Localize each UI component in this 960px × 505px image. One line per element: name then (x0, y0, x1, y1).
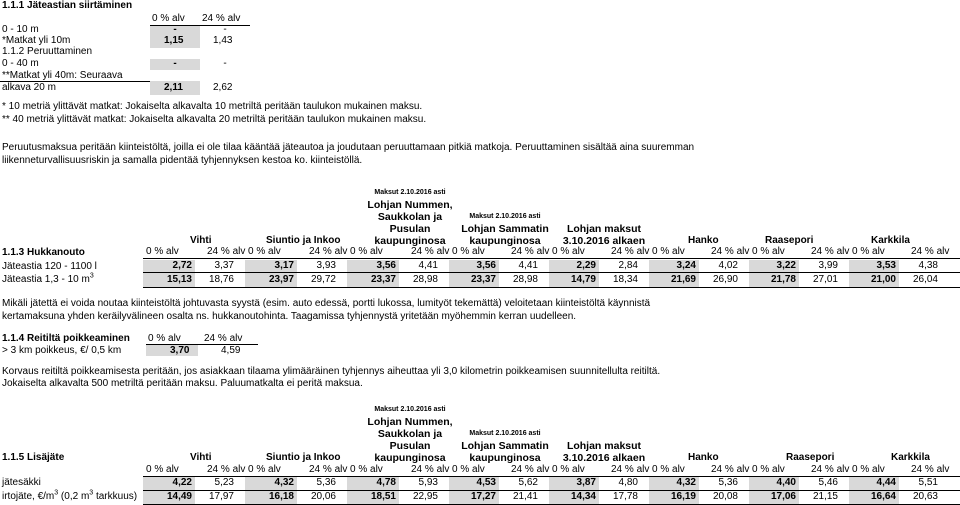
paragraph: Mikäli jätettä ei voida noutaa kiinteistöltä johtuvasta syystä (esim. auto edessä, portti lukossa, lumityöt tekemättä) veloitetaan kiinteistöltä käynnistä (2, 298, 651, 309)
value-cell: 4,59 (221, 345, 241, 356)
value-cell: 4,78 (376, 477, 396, 488)
value-cell: 21,41 (512, 491, 538, 502)
pusula-date-note: Maksut 2.10.2016 asti (374, 406, 446, 413)
value-cell: 14,79 (570, 274, 596, 285)
section-112-title: 1.1.2 Peruuttaminen (2, 46, 93, 57)
value-cell: 23,37 (370, 274, 396, 285)
raasepori-header: Raasepori (765, 235, 814, 246)
value-cell: 28,98 (412, 274, 438, 285)
col-header-0-alv: 0 % alv (852, 464, 885, 475)
value-cell: 4,44 (876, 477, 896, 488)
col-header-0-alv: 0 % alv (146, 464, 179, 475)
col-header-0-alv: 0 % alv (752, 464, 785, 475)
value-cell: 21,78 (770, 274, 796, 285)
col-header-24-alv: 24 % alv (911, 246, 950, 257)
value-cell: 17,97 (208, 491, 234, 502)
col-header-24-alv: 24 % alv (202, 13, 241, 24)
hanko-header: Hanko (688, 235, 719, 246)
value-cell: 18,51 (370, 491, 396, 502)
row-label: *Matkat yli 10m (2, 35, 71, 46)
value-cell: 22,95 (412, 491, 438, 502)
value-cell: 5,36 (316, 477, 336, 488)
value-cell: 2,11 (164, 82, 183, 93)
paragraph: Korvaus reitiltä poikkeamisesta peritään, jos asiakkaan tilaama ylimääräinen tyhjennys aiheuttaa yli 3,0 kilometrin poikkeamisen suunnitellulta reitiltä. (2, 366, 661, 377)
karkkila-header: Karkkila (891, 452, 930, 463)
value-cell: 3,24 (676, 260, 696, 271)
vihti-header: Vihti (190, 235, 212, 246)
value-cell: 3,56 (376, 260, 396, 271)
row-label: > 3 km poikkeus, €/ 0,5 km (2, 345, 122, 356)
col-header-24-alv: 24 % alv (711, 464, 750, 475)
row-label: 0 - 10 m (2, 24, 39, 35)
value-cell: 4,02 (718, 260, 738, 271)
col-header-24-alv: 24 % alv (611, 464, 650, 475)
pusula-header-4: kaupunginosa (374, 452, 446, 464)
value-cell: 4,41 (418, 260, 438, 271)
value-cell: 3,99 (818, 260, 838, 271)
section-113-title: 1.1.3 Hukkanouto (2, 247, 85, 258)
sammatti-header-1: Lohjan Sammatin (461, 223, 549, 235)
col-header-0-alv: 0 % alv (652, 246, 685, 257)
value-cell: 2,84 (618, 260, 638, 271)
value-cell: 18,76 (208, 274, 234, 285)
pusula-date-note: Maksut 2.10.2016 asti (374, 189, 446, 196)
col-header-24-alv: 24 % alv (911, 464, 950, 475)
value-cell: 29,72 (310, 274, 336, 285)
col-header-24-alv: 24 % alv (207, 464, 246, 475)
value-cell: - (173, 58, 177, 69)
col-header-0-alv: 0 % alv (350, 246, 383, 257)
paragraph: Peruutusmaksua peritään kiinteistöltä, joilla ei ole tilaa kääntää jäteautoa ja joudutaan peruuttamaan pitkiä matkoja. Peruuttaminen sisältää aina suuremman (2, 142, 695, 153)
sammatti-date-note: Maksut 2.10.2016 asti (469, 213, 541, 220)
value-cell: 3,93 (316, 260, 336, 271)
value-cell: 3,37 (214, 260, 234, 271)
col-header-0-alv: 0 % alv (452, 464, 485, 475)
value-cell: 20,08 (712, 491, 738, 502)
value-cell: 4,80 (618, 477, 638, 488)
col-header-24-alv: 24 % alv (411, 464, 450, 475)
siuntio-header: Siuntio ja Inkoo (266, 235, 341, 246)
value-cell: 5,62 (518, 477, 538, 488)
raasepori-header: Raasepori (786, 452, 835, 463)
col-header-24-alv: 24 % alv (309, 246, 348, 257)
row-label: alkava 20 m (2, 82, 56, 93)
value-cell: 3,87 (576, 477, 596, 488)
sammatti-header-2: kaupunginosa (469, 452, 541, 464)
value-cell: 4,32 (676, 477, 696, 488)
value-cell: 21,69 (670, 274, 696, 285)
value-cell: 23,37 (470, 274, 496, 285)
paragraph: liikenneturvallisuusriskin ja samalla pidentää tyhjennyksen kestoa ko. kiinteistöllä. (2, 155, 363, 166)
value-cell: 5,51 (918, 477, 938, 488)
lohja-header-1: Lohjan maksut (566, 440, 642, 452)
value-cell: 4,22 (172, 477, 192, 488)
hanko-header: Hanko (688, 452, 719, 463)
value-cell: 26,04 (912, 274, 938, 285)
value-cell: 4,32 (274, 477, 294, 488)
value-cell: 17,78 (612, 491, 638, 502)
col-header-0-alv: 0 % alv (752, 246, 785, 257)
value-cell: - (223, 24, 227, 35)
row-label: irtojäte, $€/m^3$ (0,2 $m^3$ tarkkuus) (2, 489, 138, 502)
value-cell: 3,17 (274, 260, 294, 271)
value-cell: 14,34 (570, 491, 596, 502)
value-cell: 5,23 (214, 477, 234, 488)
pusula-header-3: Pusulan (389, 223, 431, 235)
col-header-24-alv: 24 % alv (811, 246, 850, 257)
col-header-0-alv: 0 % alv (148, 333, 181, 344)
value-cell: 16,19 (670, 491, 696, 502)
paragraph: kertamaksuna yhden keräilyvälineen osalta ns. hukkanoutohinta. Taagamissa tyhjennystä yritetään myöhemmin kerran uudelleen. (2, 311, 577, 322)
sammatti-header-1: Lohjan Sammatin (461, 440, 549, 452)
col-header-0-alv: 0 % alv (652, 464, 685, 475)
col-header-0-alv: 0 % alv (248, 464, 281, 475)
pusula-header-1: Lohjan Nummen, (367, 416, 453, 428)
pusula-header-1: Lohjan Nummen, (367, 199, 453, 211)
col-header-0-alv: 0 % alv (552, 464, 585, 475)
row-label: Jäteastia 120 - 1100 l (2, 261, 97, 272)
col-header-0-alv: 0 % alv (852, 246, 885, 257)
value-cell: 21,15 (812, 491, 838, 502)
lohja-header-2: 3.10.2016 alkaen (562, 235, 646, 247)
value-cell: 3,22 (776, 260, 796, 271)
col-header-24-alv: 24 % alv (711, 246, 750, 257)
col-header-24-alv: 24 % alv (811, 464, 850, 475)
col-header-24-alv: 24 % alv (204, 333, 243, 344)
lohja-header-1: Lohjan maksut (566, 223, 642, 235)
col-header-0-alv: 0 % alv (350, 464, 383, 475)
value-cell: 23,97 (268, 274, 294, 285)
value-cell: 1,43 (213, 35, 233, 46)
col-header-0-alv: 0 % alv (146, 246, 179, 257)
value-cell: 4,38 (918, 260, 938, 271)
pusula-header-4: kaupunginosa (374, 235, 446, 247)
row-label: jätesäkki (2, 477, 41, 488)
siuntio-header: Siuntio ja Inkoo (266, 452, 341, 463)
col-header-24-alv: 24 % alv (411, 246, 450, 257)
row-label: **Matkat yli 40m: Seuraava (2, 70, 123, 81)
value-cell: 20,63 (912, 491, 938, 502)
value-cell: 2,72 (172, 260, 192, 271)
value-cell: 20,06 (310, 491, 336, 502)
value-cell: 3,53 (876, 260, 896, 271)
value-cell: 17,27 (470, 491, 496, 502)
value-cell: - (223, 58, 227, 69)
paragraph: Jokaiselta alkavalta 500 metriltä peritään maksu. Paluumatkalta ei peritä maksua. (2, 378, 363, 389)
pusula-header-3: Pusulan (389, 440, 431, 452)
karkkila-header: Karkkila (871, 235, 910, 246)
footnote-2: ** 40 metriä ylittävät matkat: Jokaiselta alkavalta 20 metriltä peritään taulukon mukainen maksu. (2, 114, 427, 125)
pusula-header-2: Saukkolan ja (377, 211, 443, 223)
value-cell: 16,18 (268, 491, 294, 502)
row-label: 0 - 40 m (2, 58, 39, 69)
value-cell: 14,49 (166, 491, 192, 502)
vihti-header: Vihti (190, 452, 212, 463)
col-header-24-alv: 24 % alv (207, 246, 246, 257)
section-115-title: 1.1.5 Lisäjäte (2, 452, 65, 463)
value-cell: 16,64 (870, 491, 896, 502)
col-header-0-alv: 0 % alv (452, 246, 485, 257)
col-header-0-alv: 0 % alv (152, 13, 185, 24)
value-cell: 4,53 (476, 477, 496, 488)
lohja-header-2: 3.10.2016 alkaen (562, 452, 646, 464)
header-underline (143, 258, 960, 259)
col-header-24-alv: 24 % alv (611, 246, 650, 257)
col-header-24-alv: 24 % alv (309, 464, 348, 475)
row-divider (143, 287, 960, 288)
footnote-1: * 10 metriä ylittävät matkat: Jokaiselta alkavalta 10 metriltä peritään taulukon mukainen maksu. (2, 101, 423, 112)
value-cell: 2,29 (576, 260, 596, 271)
value-cell: 4,40 (776, 477, 796, 488)
value-cell: 5,46 (818, 477, 838, 488)
sammatti-date-note: Maksut 2.10.2016 asti (469, 430, 541, 437)
value-cell: 5,93 (418, 477, 438, 488)
value-cell: 3,56 (476, 260, 496, 271)
value-cell: 4,41 (518, 260, 538, 271)
value-cell: 26,90 (712, 274, 738, 285)
value-cell: 3,70 (170, 345, 190, 356)
col-header-0-alv: 0 % alv (248, 246, 281, 257)
value-cell: 27,01 (812, 274, 838, 285)
pusula-header-2: Saukkolan ja (377, 428, 443, 440)
value-cell: 21,00 (870, 274, 896, 285)
value-cell: 2,62 (213, 82, 233, 93)
col-header-24-alv: 24 % alv (511, 246, 550, 257)
value-cell: 17,06 (770, 491, 796, 502)
value-cell: 28,98 (512, 274, 538, 285)
value-cell: 18,34 (612, 274, 638, 285)
sammatti-header-2: kaupunginosa (469, 235, 541, 247)
value-cell: 1,15 (164, 35, 184, 46)
value-cell: 5,36 (718, 477, 738, 488)
value-cell: 15,13 (166, 274, 192, 285)
section-111-title: 1.1.1 Jäteastian siirtäminen (2, 0, 133, 11)
value-cell: - (173, 24, 177, 35)
col-header-24-alv: 24 % alv (511, 464, 550, 475)
section-114-title: 1.1.4 Reitiltä poikkeaminen (2, 333, 130, 344)
row-label: Jäteastia 1,3 - 10 $m^3$ (2, 272, 94, 285)
col-header-0-alv: 0 % alv (552, 246, 585, 257)
